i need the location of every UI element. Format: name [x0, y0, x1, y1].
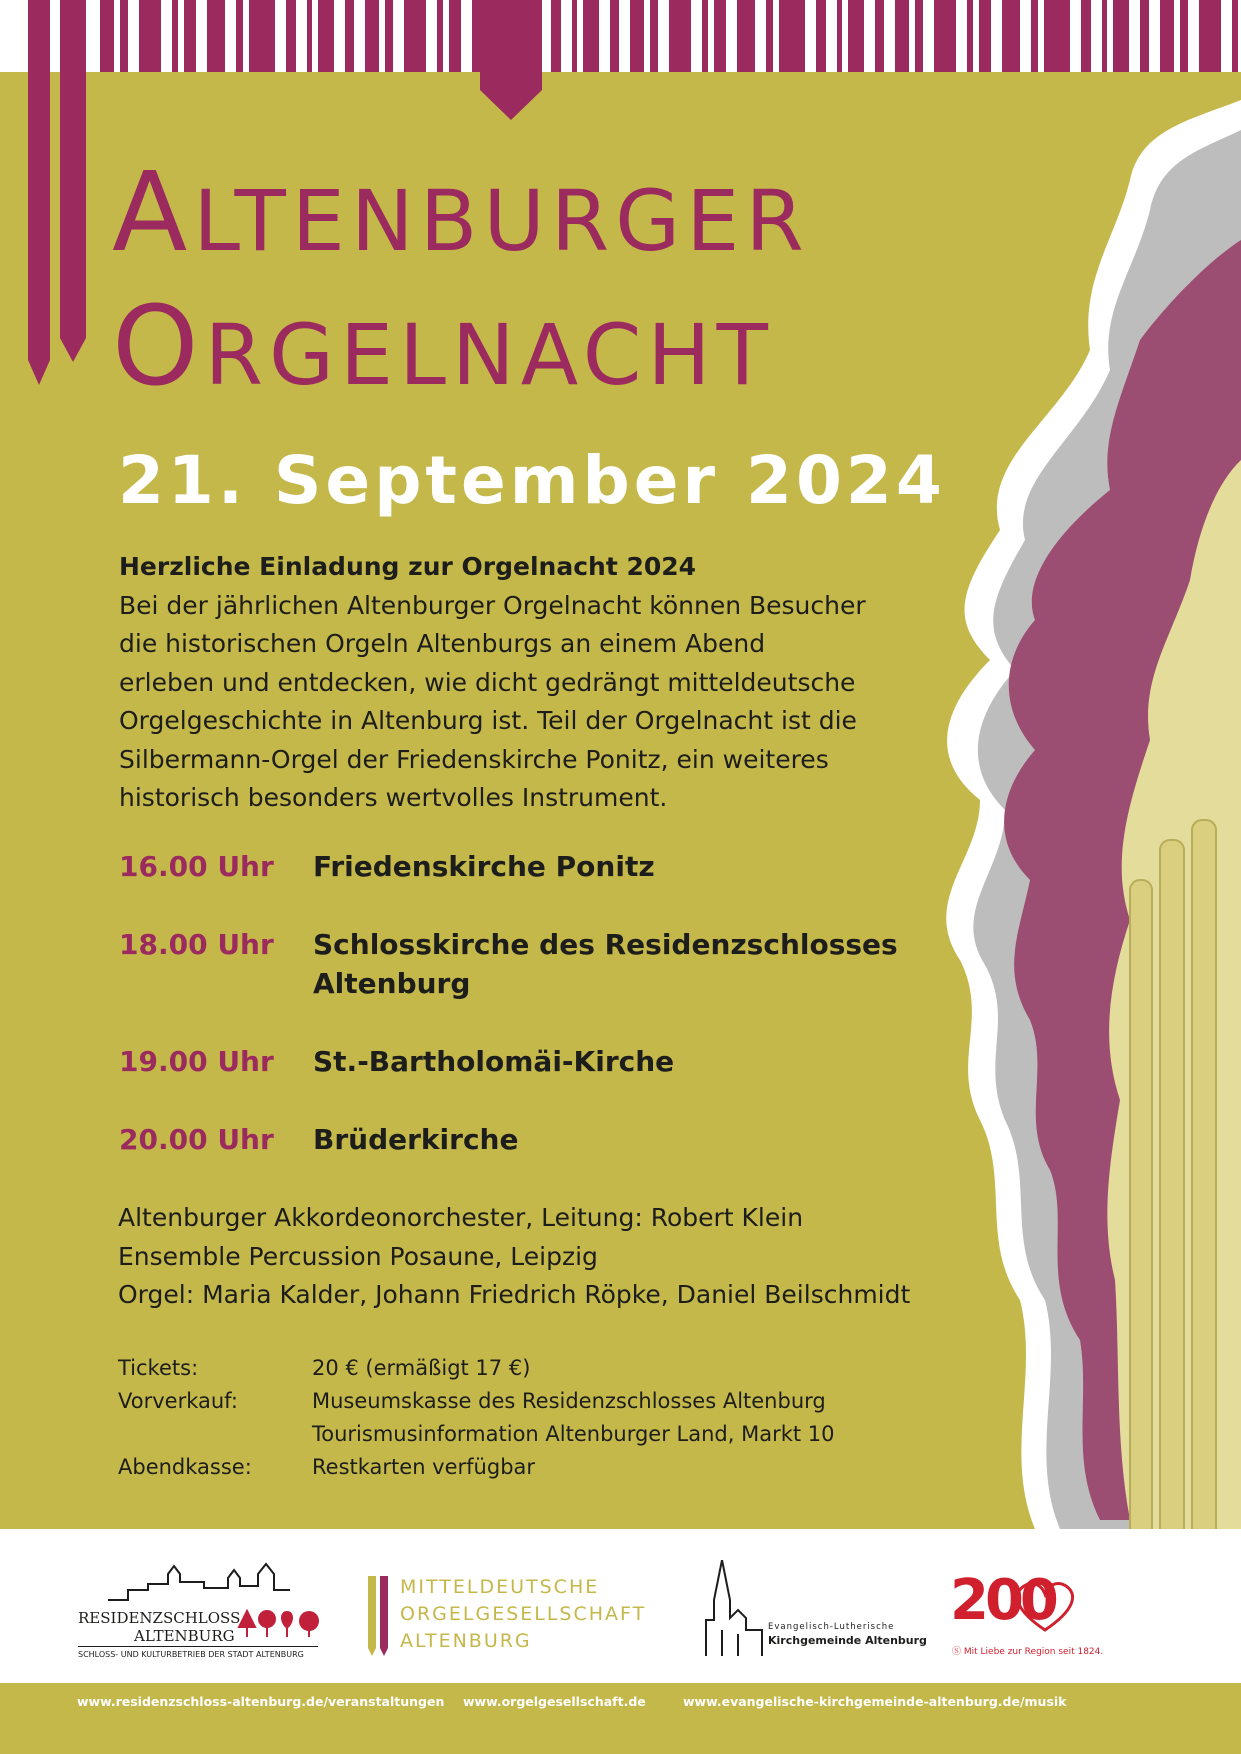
stripe — [650, 0, 658, 72]
residenzschloss-logo-sub: SCHLOSS- UND KULTURBETRIEB DER STADT ALTENBURG — [78, 1650, 304, 1659]
stripe — [249, 0, 275, 72]
schedule-time: 18.00 Uhr — [119, 928, 274, 961]
stripe — [318, 0, 334, 72]
intro-line: erleben und entdecken, wie dicht gedrängt mitteldeutsche — [119, 667, 856, 697]
stripe — [875, 0, 884, 72]
kirchgemeinde-line2: Kirchgemeinde Altenburg — [768, 1634, 927, 1647]
stripe — [551, 0, 561, 72]
stripe — [837, 0, 842, 72]
stripe — [404, 0, 426, 72]
stripe — [915, 0, 923, 72]
schedule-time: 19.00 Uhr — [119, 1045, 274, 1078]
stripe — [207, 0, 225, 72]
stripe — [669, 0, 691, 72]
intro-heading: Herzliche Einladung zur Orgelnacht 2024 — [119, 552, 697, 581]
schedule-time: 20.00 Uhr — [119, 1123, 274, 1156]
stripe — [630, 0, 644, 72]
stripe — [766, 0, 773, 72]
stripe — [737, 0, 755, 72]
orgelgesellschaft-line3: ALTENBURG — [400, 1630, 532, 1652]
stripe — [816, 0, 826, 72]
title2-rest: RGELNACHT — [204, 306, 774, 404]
stripe — [184, 0, 196, 72]
stripe — [583, 0, 599, 72]
logo-divider — [78, 1646, 318, 1647]
anniversary-number: 200 — [950, 1568, 1055, 1633]
schedule-time: 16.00 Uhr — [119, 850, 274, 883]
stripe — [895, 0, 909, 72]
intro-line: Bei der jährlichen Altenburger Orgelnacht können Besucher — [119, 590, 866, 620]
orgelgesellschaft-line1: MITTELDEUTSCHE — [400, 1576, 600, 1598]
schedule-venue — [313, 925, 933, 1003]
poster-title-line1 — [112, 148, 810, 276]
title2-initial: O — [112, 282, 205, 410]
title1-rest: LTENBURGER — [193, 172, 810, 270]
ticket-label: Vorverkauf: — [118, 1389, 238, 1413]
stripe — [714, 0, 726, 72]
ticket-value: Tourismusinformation Altenburger Land, Markt 10 — [312, 1422, 835, 1446]
intro-line: historisch besonders wertvolles Instrument. — [119, 783, 668, 812]
stripe — [848, 0, 864, 72]
performer-line: Orgel: Maria Kalder, Johann Friedrich Röpke, Daniel Beilschmidt — [118, 1280, 911, 1309]
venue-line: Altenburg — [313, 967, 471, 1000]
stripe — [236, 0, 243, 72]
stripe — [139, 0, 161, 72]
schedule-venue: St.-Bartholomäi-Kirche — [313, 1045, 675, 1078]
castle-skyline-icon — [108, 1560, 290, 1602]
event-date: 21. September 2024 — [118, 442, 946, 519]
organ-pipe-logo-icon — [366, 1576, 396, 1658]
center-pipe-decoration — [478, 0, 548, 125]
stripe — [345, 0, 354, 72]
tree-icons — [237, 1607, 321, 1639]
performer-line: Ensemble Percussion Posaune, Leipzig — [118, 1241, 598, 1271]
poster-title-line2 — [112, 282, 774, 410]
residenzschloss-logo-line1: RESIDENZSCHLOSS — [78, 1609, 241, 1627]
stripe — [610, 0, 619, 72]
stripe — [449, 0, 461, 72]
heart-icon — [1010, 1580, 1080, 1632]
sparkasse-tagline-text: Mit Liebe zur Region seit 1824. — [963, 1647, 1104, 1657]
residenzschloss-logo-line2: ALTENBURG — [134, 1627, 235, 1645]
intro-line: die historischen Orgeln Altenburgs an einem Abend — [119, 629, 766, 658]
stripe — [172, 0, 178, 72]
intro-line: Silbermann-Orgel der Friedenskirche Ponitz, ein weiteres — [119, 744, 829, 774]
ticket-value: Museumskasse des Residenzschlosses Altenburg — [312, 1389, 826, 1413]
stripe — [385, 0, 393, 72]
ticket-label: Tickets: — [118, 1356, 199, 1380]
ticket-value: 20 € (ermäßigt 17 €) — [312, 1356, 531, 1380]
intro-text — [119, 548, 959, 818]
kirchgemeinde-line1: Evangelisch-Lutherische — [768, 1622, 895, 1632]
schedule-venue: Brüderkirche — [313, 1123, 519, 1156]
ticket-label: Abendkasse: — [118, 1455, 252, 1479]
intro-line: Orgelgeschichte in Altenburg ist. Teil der Orgelnacht ist die — [119, 706, 857, 735]
ticket-value: Restkarten verfügbar — [312, 1455, 536, 1479]
stripe — [365, 0, 379, 72]
url-kirchgemeinde[interactable]: www.evangelische-kirchgemeinde-altenburg.de/musik — [683, 1694, 1067, 1709]
stripe — [572, 0, 577, 72]
stripe — [702, 0, 708, 72]
url-residenzschloss[interactable]: www.residenzschloss-altenburg.de/veranstaltungen — [77, 1694, 445, 1709]
stripe — [307, 0, 312, 72]
sparkasse-tagline: Ⓢ Mit Liebe zur Region seit 1824. — [952, 1647, 1104, 1657]
url-orgelgesellschaft[interactable]: www.orgelgesellschaft.de — [463, 1694, 646, 1709]
performers-list — [118, 1199, 1018, 1315]
title1-initial: A — [112, 148, 194, 276]
orgelgesellschaft-line2: ORGELGESELLSCHAFT — [400, 1603, 647, 1625]
venue-line: Schlosskirche des Residenzschlosses — [313, 928, 898, 961]
church-icon — [704, 1560, 766, 1658]
stripe — [437, 0, 443, 72]
schedule-venue: Friedenskirche Ponitz — [313, 850, 655, 883]
stripe — [779, 0, 805, 72]
stripe — [286, 0, 296, 72]
performer-line: Altenburger Akkordeonorchester, Leitung: Robert Klein — [118, 1203, 804, 1232]
organ-pipes-illustration — [940, 60, 1241, 1754]
